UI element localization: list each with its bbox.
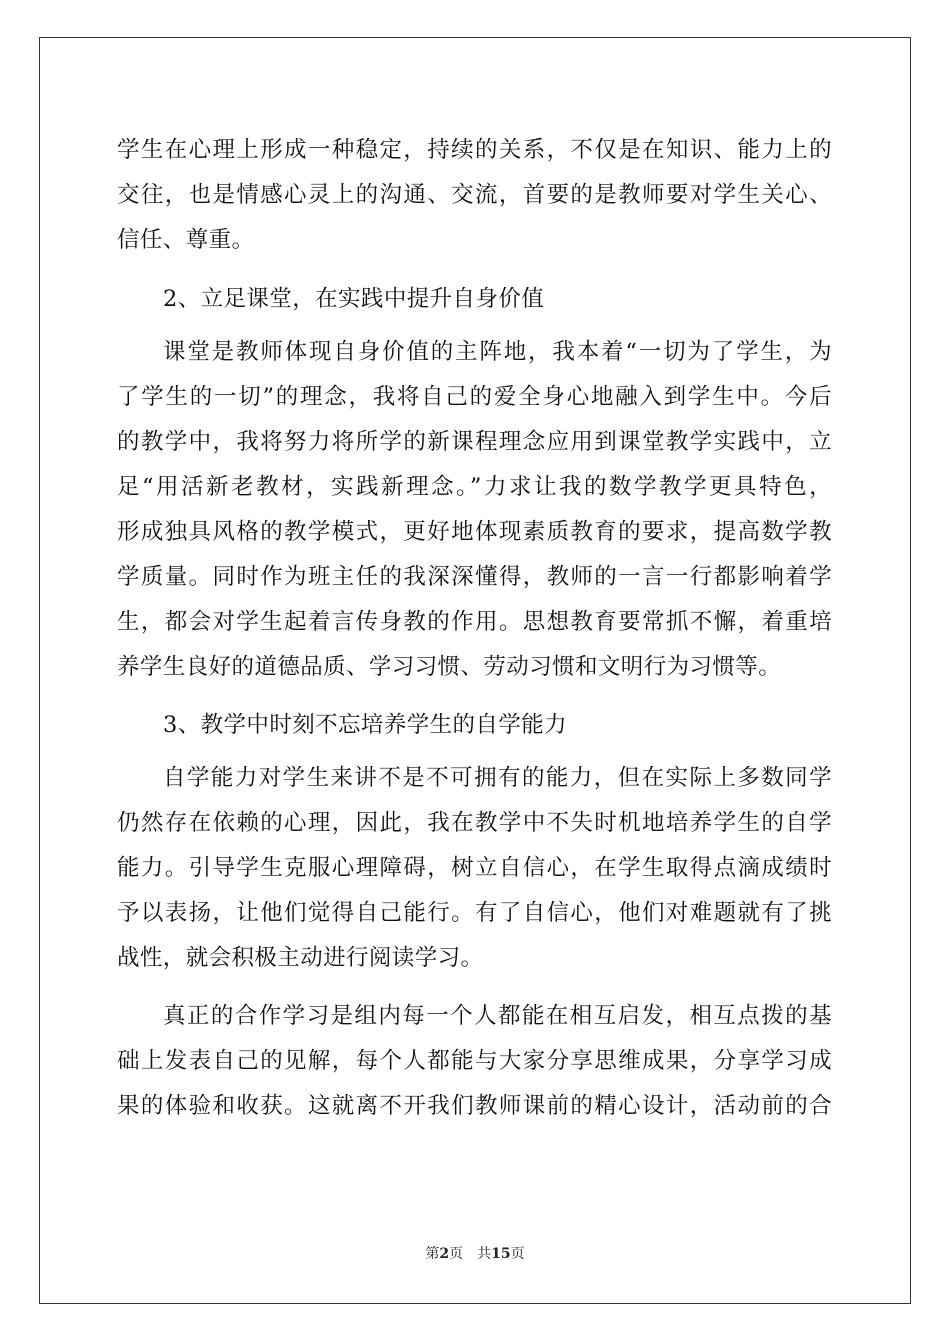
body-line-3: 信任、尊重。: [117, 227, 255, 253]
body-line-10: 学质量。同时作为班主任的我深深懂得，教师的一言一行都影响着学: [117, 564, 832, 590]
body-line-6: 了学生的一切”的理念，我将自己的爱全身心地融入到学生中。今后: [117, 384, 832, 410]
body-line-18: 战性，就会积极主动进行阅读学习。: [117, 945, 484, 971]
body-line-20: 础上发表自己的见解，每个人都能与大家分享思维成果，分享学习成: [117, 1048, 832, 1074]
body-line-12: 养学生良好的道德品质、学习习惯、劳动习惯和文明行为习惯等。: [117, 654, 782, 680]
body-line-17: 予以表扬，让他们觉得自己能行。有了自信心，他们对难题就有了挑: [117, 900, 832, 926]
section-heading-3: 3、教学中时刻不忘培养学生的自学能力: [163, 712, 568, 738]
body-line-9: 形成独具风格的教学模式，更好地体现素质教育的要求，提高数学教: [117, 519, 832, 545]
body-line-8: 足“用活新老教材，实践新理念。”力求让我的数学教学更具特色，: [117, 474, 832, 500]
page-number: 2: [439, 1246, 450, 1262]
body-line-1: 学生在心理上形成一种稳定，持续的关系，不仅是在知识、能力上的: [117, 137, 832, 163]
total-pages: 15: [491, 1246, 511, 1262]
total-label-prefix: 共: [477, 1246, 492, 1262]
body-line-16: 能力。引导学生克服心理障碍，树立自信心，在学生取得点滴成绩时: [117, 855, 832, 881]
body-line-21: 果的体验和收获。这就离不开我们教师课前的精心设计，活动前的合: [117, 1093, 832, 1119]
body-line-14: 自学能力对学生来讲不是不可拥有的能力，但在实际上多数同学: [163, 765, 832, 791]
body-line-5: 课堂是教师体现自身价值的主阵地，我本着“一切为了学生，为: [163, 339, 832, 365]
page-label-suffix: 页: [449, 1246, 464, 1262]
body-line-7: 的教学中，我将努力将所学的新课程理念应用到课堂教学实践中，立: [117, 429, 832, 455]
total-label-suffix: 页: [510, 1246, 525, 1262]
section-heading-2: 2、立足课堂，在实践中提升自身价值: [163, 286, 545, 312]
body-line-11: 生，都会对学生起着言传身教的作用。思想教育要常抓不懈，着重培: [117, 609, 832, 635]
body-line-15: 仍然存在依赖的心理，因此，我在教学中不失时机地培养学生的自学: [117, 810, 832, 836]
body-line-19: 真正的合作学习是组内每一个人都能在相互启发，相互点拨的基: [163, 1003, 832, 1029]
page-footer: [0, 1245, 950, 1263]
body-line-2: 交往，也是情感心灵上的沟通、交流，首要的是教师要对学生关心、: [117, 182, 832, 208]
page-label-prefix: 第: [425, 1246, 440, 1262]
